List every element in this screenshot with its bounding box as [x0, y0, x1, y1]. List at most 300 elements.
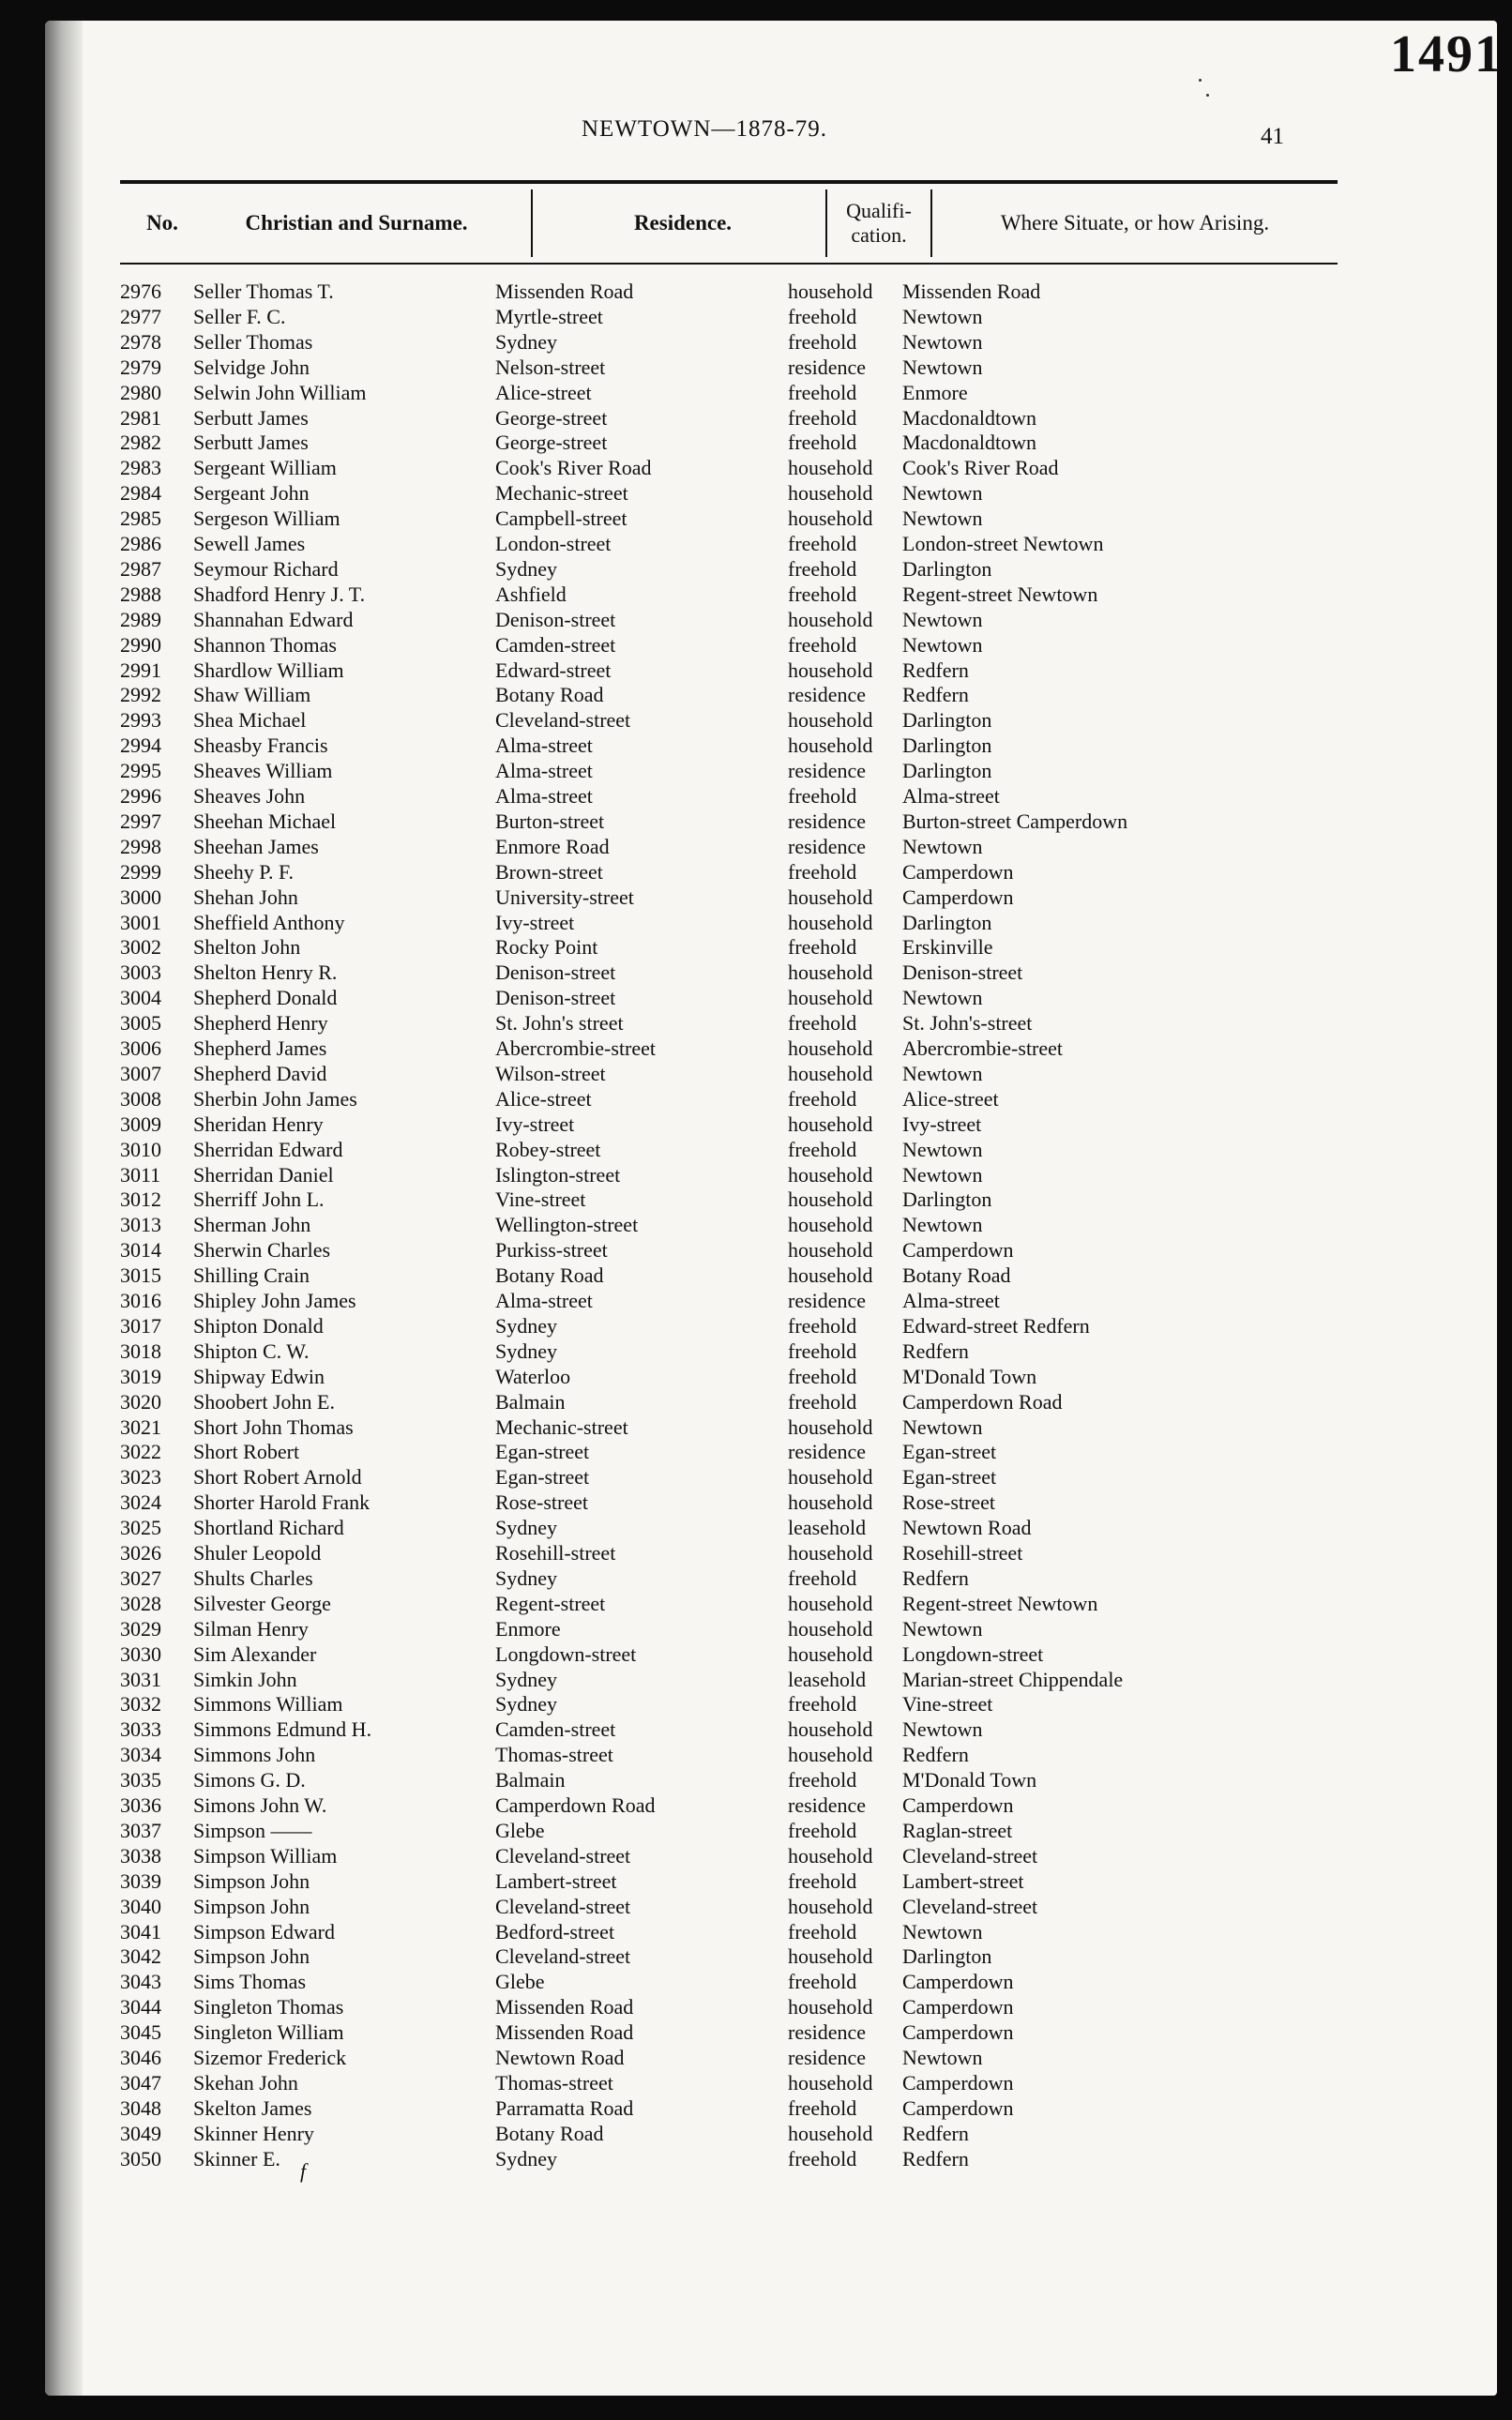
entry-residence: Burton-street — [495, 809, 605, 833]
entry-number: 2993 — [120, 708, 161, 733]
table-row — [0, 1213, 1512, 1237]
entry-number: 3025 — [120, 1516, 161, 1540]
entry-number: 2981 — [120, 405, 161, 430]
entry-qualification: household — [788, 1743, 873, 1767]
entry-qualification: household — [788, 734, 873, 758]
entry-residence: Missenden Road — [495, 280, 634, 303]
entry-where-situate: Alma-street — [902, 1289, 1000, 1312]
entry-residence: Cleveland-street — [495, 708, 631, 733]
entry-residence: Enmore Road — [495, 834, 610, 858]
entry-where-situate: Camperdown — [902, 1793, 1014, 1817]
table-row — [0, 1869, 1512, 1894]
entry-name: Sherridan Edward — [193, 1137, 343, 1161]
entry-number: 2980 — [120, 380, 161, 404]
entry-number: 3007 — [120, 1061, 161, 1085]
entry-residence: George-street — [495, 405, 608, 430]
entry-where-situate: Newtown — [902, 1162, 983, 1187]
entry-number: 2990 — [120, 632, 161, 657]
entry-where-situate: M'Donald Town — [902, 1364, 1037, 1388]
entry-residence: Ivy-street — [495, 1112, 575, 1136]
entry-number: 3034 — [120, 1743, 161, 1767]
entry-residence: Lambert-street — [495, 1868, 617, 1893]
table-row — [0, 1516, 1512, 1540]
speck — [1206, 94, 1209, 97]
entry-name: Selvidge John — [193, 355, 310, 379]
table-row — [0, 1011, 1512, 1036]
entry-residence: Sydney — [495, 556, 557, 581]
table-row — [0, 1717, 1512, 1742]
entry-residence: Longdown-street — [495, 1641, 637, 1666]
entry-qualification: household — [788, 1036, 873, 1060]
table-row — [0, 1163, 1512, 1187]
entry-residence: Cleveland-street — [495, 1843, 631, 1868]
entry-where-situate: Camperdown — [902, 2070, 1014, 2095]
entry-name: Sim Alexander — [193, 1641, 317, 1666]
entry-name: Shoobert John E. — [193, 1389, 335, 1414]
entry-where-situate: Newtown — [902, 2046, 983, 2069]
table-row — [0, 305, 1512, 329]
table-row — [0, 1314, 1512, 1339]
entry-number: 2985 — [120, 507, 161, 531]
entry-where-situate: Darlington — [902, 1187, 992, 1212]
entry-where-situate: Redfern — [902, 1339, 969, 1363]
entry-residence: Alma-street — [495, 1289, 593, 1312]
entry-number: 3044 — [120, 1995, 161, 2019]
entry-where-situate: Egan-street — [902, 1440, 997, 1464]
entry-name: Shehan John — [193, 885, 298, 909]
entry-where-situate: Marian-street Chippendale — [902, 1667, 1124, 1691]
entry-name: Seymour Richard — [193, 556, 339, 581]
entry-residence: Ashfield — [495, 582, 567, 606]
table-row — [0, 1187, 1512, 1212]
entry-number: 2977 — [120, 304, 161, 328]
entry-qualification: household — [788, 986, 873, 1010]
entry-name: Singleton Thomas — [193, 1995, 344, 2019]
entry-qualification: household — [788, 1238, 873, 1263]
entry-qualification: freehold — [788, 1364, 857, 1388]
entry-name: Simkin John — [193, 1667, 297, 1691]
table-row — [0, 1289, 1512, 1313]
entry-name: Simmons William — [193, 1692, 343, 1717]
entry-qualification: household — [788, 607, 873, 631]
entry-qualification: household — [788, 1490, 873, 1515]
entry-residence: Alice-street — [495, 380, 592, 404]
entry-where-situate: Newtown Road — [902, 1516, 1032, 1540]
entry-name: Shardlow William — [193, 658, 344, 682]
entry-number: 2976 — [120, 280, 161, 303]
entry-qualification: residence — [788, 2046, 867, 2069]
entry-where-situate: Darlington — [902, 734, 992, 758]
entry-where-situate: Camperdown Road — [902, 1389, 1063, 1414]
table-row — [0, 1263, 1512, 1288]
entry-name: Serbutt James — [193, 431, 309, 455]
entry-where-situate: Camperdown — [902, 1238, 1014, 1263]
entry-residence: Camden-street — [495, 632, 616, 657]
entry-residence: Myrtle-street — [495, 304, 603, 328]
entry-name: Seller Thomas — [193, 329, 313, 354]
entry-qualification: household — [788, 885, 873, 909]
folio-stamp: 1491 — [1390, 25, 1503, 83]
entry-number: 3026 — [120, 1541, 161, 1565]
entry-number: 3042 — [120, 1944, 161, 1969]
entry-number: 3011 — [120, 1162, 161, 1187]
entry-number: 2982 — [120, 431, 161, 455]
entry-name: Sheasby Francis — [193, 734, 328, 758]
entry-residence: Camperdown Road — [495, 1793, 656, 1817]
entry-number: 3020 — [120, 1389, 161, 1414]
entry-qualification: residence — [788, 1440, 867, 1464]
entry-qualification: household — [788, 1112, 873, 1136]
entry-residence: University-street — [495, 885, 634, 909]
entry-residence: Alma-street — [495, 759, 593, 783]
entry-qualification: household — [788, 1616, 873, 1641]
entry-number: 2989 — [120, 607, 161, 631]
table-row — [0, 1692, 1512, 1717]
entry-number: 3030 — [120, 1641, 161, 1666]
entry-qualification: household — [788, 1641, 873, 1666]
entry-name: Shelton John — [193, 935, 301, 960]
entry-number: 3009 — [120, 1112, 161, 1136]
entry-qualification: household — [788, 960, 873, 985]
entry-qualification: freehold — [788, 784, 857, 808]
entry-qualification: household — [788, 1213, 873, 1237]
entry-residence: Denison-street — [495, 960, 616, 985]
entry-qualification: freehold — [788, 1919, 857, 1944]
entry-qualification: freehold — [788, 532, 857, 555]
entry-name: Shipton Donald — [193, 1313, 324, 1338]
entry-qualification: household — [788, 708, 873, 733]
table-row — [0, 1490, 1512, 1515]
entry-qualification: freehold — [788, 1339, 857, 1363]
entry-qualification: household — [788, 1944, 873, 1969]
table-row — [0, 835, 1512, 859]
entry-where-situate: Camperdown — [902, 859, 1014, 884]
entry-where-situate: Newtown — [902, 1919, 983, 1944]
entry-name: Simpson John — [193, 1868, 310, 1893]
table-row — [0, 1819, 1512, 1843]
entry-number: 3035 — [120, 1768, 161, 1792]
entry-qualification: freehold — [788, 1868, 857, 1893]
table-row — [0, 1743, 1512, 1767]
entry-name: Simpson William — [193, 1843, 338, 1868]
column-header-name: Christian and Surname. — [245, 211, 468, 234]
entry-residence: St. John's street — [495, 1011, 624, 1036]
entry-number: 2992 — [120, 683, 161, 707]
entry-where-situate: Darlington — [902, 556, 992, 581]
entry-number: 3021 — [120, 1414, 161, 1439]
entry-name: Shannahan Edward — [193, 607, 354, 631]
table-row — [0, 330, 1512, 355]
entry-where-situate: Redfern — [902, 683, 969, 707]
entry-qualification: freehold — [788, 304, 857, 328]
entry-name: Sheaves John — [193, 784, 306, 808]
entry-name: Shults Charles — [193, 1565, 313, 1590]
entry-name: Shortland Richard — [193, 1516, 344, 1540]
entry-where-situate: Newtown — [902, 1213, 983, 1237]
entry-residence: Thomas-street — [495, 2070, 613, 2095]
entry-number: 2978 — [120, 329, 161, 354]
entry-where-situate: Erskinville — [902, 935, 993, 960]
entry-number: 3001 — [120, 910, 161, 934]
entry-qualification: household — [788, 1162, 873, 1187]
column-header-qualification: Qualifi- cation. — [846, 199, 912, 247]
entry-residence: Botany Road — [495, 1263, 604, 1288]
entry-qualification: residence — [788, 759, 867, 783]
table-row — [0, 431, 1512, 455]
entry-residence: Alma-street — [495, 734, 593, 758]
entry-number: 2999 — [120, 859, 161, 884]
entry-residence: Rocky Point — [495, 935, 598, 960]
table-row — [0, 1617, 1512, 1641]
entry-where-situate: Alice-street — [902, 1086, 999, 1111]
entry-qualification: leasehold — [788, 1667, 867, 1691]
table-row — [0, 1036, 1512, 1061]
entry-residence: Sydney — [495, 329, 557, 354]
entry-name: Sergeson William — [193, 507, 340, 531]
table-row — [0, 1390, 1512, 1414]
entry-residence: Thomas-street — [495, 1743, 613, 1767]
entry-qualification: household — [788, 1894, 873, 1918]
entry-number: 2983 — [120, 456, 161, 480]
entry-where-situate: Newtown — [902, 1616, 983, 1641]
entry-where-situate: Newtown — [902, 632, 983, 657]
entry-number: 3039 — [120, 1868, 161, 1893]
table-row — [0, 481, 1512, 506]
entry-number: 3033 — [120, 1717, 161, 1742]
entry-where-situate: Vine-street — [902, 1692, 993, 1717]
entry-name: Sherbin John James — [193, 1086, 357, 1111]
entry-name: Silvester George — [193, 1591, 331, 1615]
entry-name: Shea Michael — [193, 708, 307, 733]
table-row — [0, 1440, 1512, 1464]
table-row — [0, 406, 1512, 431]
entry-name: Shaw William — [193, 683, 311, 707]
entry-where-situate: Rosehill-street — [902, 1541, 1023, 1565]
entry-qualification: freehold — [788, 859, 857, 884]
entry-residence: Alma-street — [495, 784, 593, 808]
entry-name: Simmons Edmund H. — [193, 1717, 372, 1742]
entry-where-situate: London-street Newtown — [902, 532, 1104, 555]
entry-qualification: household — [788, 1591, 873, 1615]
entry-qualification: freehold — [788, 1565, 857, 1590]
entry-where-situate: Darlington — [902, 708, 992, 733]
entry-number: 3041 — [120, 1919, 161, 1944]
table-row — [0, 1465, 1512, 1490]
entry-number: 3027 — [120, 1565, 161, 1590]
table-row — [0, 759, 1512, 783]
entry-qualification: leasehold — [788, 1516, 867, 1540]
entry-residence: Balmain — [495, 1768, 566, 1792]
entry-number: 3028 — [120, 1591, 161, 1615]
entry-name: Shipton C. W. — [193, 1339, 310, 1363]
entry-where-situate: Camperdown — [902, 1970, 1014, 1994]
table-row — [0, 1339, 1512, 1364]
entry-number: 3000 — [120, 885, 161, 909]
table-row — [0, 986, 1512, 1010]
entry-qualification: freehold — [788, 1011, 857, 1036]
table-row — [0, 1138, 1512, 1162]
entry-residence: Wilson-street — [495, 1061, 606, 1085]
entry-name: Skehan John — [193, 2070, 298, 2095]
table-row — [0, 1087, 1512, 1112]
table-row — [0, 507, 1512, 531]
page-title: NEWTOWN—1878-79. — [582, 116, 828, 142]
entry-number: 2991 — [120, 658, 161, 682]
table-row — [0, 1592, 1512, 1616]
table-row — [0, 582, 1512, 607]
entry-name: Shilling Crain — [193, 1263, 310, 1288]
table-row — [0, 1895, 1512, 1919]
entry-qualification: household — [788, 1995, 873, 2019]
entry-number: 3036 — [120, 1793, 161, 1817]
entry-residence: Missenden Road — [495, 2020, 634, 2045]
table-row — [0, 355, 1512, 380]
entry-qualification: residence — [788, 355, 867, 379]
entry-qualification: freehold — [788, 405, 857, 430]
table-row — [0, 2122, 1512, 2146]
entry-name: Shepherd James — [193, 1036, 327, 1060]
entry-number: 3004 — [120, 986, 161, 1010]
entry-where-situate: Regent-street Newtown — [902, 1591, 1098, 1615]
entry-qualification: household — [788, 2121, 873, 2145]
entry-residence: Nelson-street — [495, 355, 606, 379]
entry-where-situate: Camperdown — [902, 1995, 1014, 2019]
entry-where-situate: Ivy-street — [902, 1112, 982, 1136]
entry-residence: Denison-street — [495, 607, 616, 631]
entry-qualification: household — [788, 1717, 873, 1742]
entry-number: 3031 — [120, 1667, 161, 1691]
entry-qualification: household — [788, 1414, 873, 1439]
entry-residence: Islington-street — [495, 1162, 621, 1187]
entry-where-situate: Darlington — [902, 759, 992, 783]
entry-residence: Cleveland-street — [495, 1894, 631, 1918]
entry-number: 3002 — [120, 935, 161, 960]
entry-qualification: household — [788, 481, 873, 506]
entry-number: 3006 — [120, 1036, 161, 1060]
entry-number: 3003 — [120, 960, 161, 985]
table-row — [0, 658, 1512, 683]
entry-qualification: household — [788, 910, 873, 934]
entry-residence: Brown-street — [495, 859, 603, 884]
entry-qualification: residence — [788, 2020, 867, 2045]
entry-number: 3016 — [120, 1289, 161, 1312]
entry-qualification: freehold — [788, 1970, 857, 1994]
entry-qualification: residence — [788, 1793, 867, 1817]
entry-where-situate: Newtown — [902, 355, 983, 379]
entry-number: 2988 — [120, 582, 161, 606]
entry-qualification: household — [788, 1541, 873, 1565]
entry-residence: Mechanic-street — [495, 481, 628, 506]
entry-residence: Wellington-street — [495, 1213, 639, 1237]
entry-name: Sheehy P. F. — [193, 859, 295, 884]
entry-name: Sherridan Daniel — [193, 1162, 334, 1187]
entry-name: Shelton Henry R. — [193, 960, 338, 985]
entry-residence: Alice-street — [495, 1086, 592, 1111]
entry-residence: Cook's River Road — [495, 456, 652, 480]
entry-residence: Robey-street — [495, 1137, 601, 1161]
entry-residence: Rosehill-street — [495, 1541, 616, 1565]
entry-name: Simpson Edward — [193, 1919, 335, 1944]
entry-where-situate: Longdown-street — [902, 1641, 1044, 1666]
entry-qualification: household — [788, 1263, 873, 1288]
entry-residence: Newtown Road — [495, 2046, 625, 2069]
entry-where-situate: Newtown — [902, 986, 983, 1010]
entry-qualification: freehold — [788, 380, 857, 404]
entry-name: Simmons John — [193, 1743, 316, 1767]
entry-where-situate: Redfern — [902, 658, 969, 682]
entry-where-situate: Camperdown — [902, 2020, 1014, 2045]
table-row — [0, 532, 1512, 556]
entry-where-situate: Burton-street Camperdown — [902, 809, 1128, 833]
table-row — [0, 935, 1512, 960]
entry-number: 2987 — [120, 556, 161, 581]
entry-name: Skelton James — [193, 2095, 312, 2120]
entry-number: 2994 — [120, 734, 161, 758]
column-header-no: No. — [146, 211, 178, 234]
entry-qualification: freehold — [788, 1768, 857, 1792]
table-row — [0, 633, 1512, 658]
entry-name: Short Robert Arnold — [193, 1465, 362, 1490]
entry-number: 3017 — [120, 1313, 161, 1338]
entry-where-situate: Edward-street Redfern — [902, 1313, 1090, 1338]
entry-where-situate: Newtown — [902, 834, 983, 858]
entry-where-situate: Macdonaldtown — [902, 431, 1036, 455]
entry-name: Simpson John — [193, 1944, 310, 1969]
entry-name: Sheehan Michael — [193, 809, 337, 833]
entry-where-situate: Newtown — [902, 1137, 983, 1161]
entry-residence: Sydney — [495, 1565, 557, 1590]
entry-name: Sherriff John L. — [193, 1187, 325, 1212]
entry-number: 2996 — [120, 784, 161, 808]
entry-name: Shepherd Donald — [193, 986, 338, 1010]
entry-number: 2984 — [120, 481, 161, 506]
entry-where-situate: M'Donald Town — [902, 1768, 1037, 1792]
entry-where-situate: Darlington — [902, 1944, 992, 1969]
table-row — [0, 2020, 1512, 2045]
table-row — [0, 784, 1512, 809]
entry-qualification: freehold — [788, 632, 857, 657]
table-row — [0, 1642, 1512, 1667]
entry-qualification: freehold — [788, 2095, 857, 2120]
entry-residence: Campbell-street — [495, 507, 627, 531]
entry-number: 3024 — [120, 1490, 161, 1515]
entry-where-situate: Rose-street — [902, 1490, 995, 1515]
entry-residence: Balmain — [495, 1389, 566, 1414]
entry-residence: Abercrombie-street — [495, 1036, 657, 1060]
entry-name: Short Robert — [193, 1440, 300, 1464]
entry-residence: Denison-street — [495, 986, 616, 1010]
entry-residence: Regent-street — [495, 1591, 606, 1615]
entry-qualification: residence — [788, 834, 867, 858]
entry-qualification: freehold — [788, 1692, 857, 1717]
entry-name: Simons John W. — [193, 1793, 327, 1817]
entry-name: Seller F. C. — [193, 304, 286, 328]
entry-number: 3038 — [120, 1843, 161, 1868]
table-row — [0, 2096, 1512, 2121]
entry-name: Shepherd Henry — [193, 1011, 328, 1036]
entry-qualification: freehold — [788, 582, 857, 606]
table-row — [0, 456, 1512, 480]
table-row — [0, 1995, 1512, 2019]
entry-where-situate: Darlington — [902, 910, 992, 934]
table-row — [0, 860, 1512, 885]
entry-name: Sheaves William — [193, 759, 333, 783]
table-row — [0, 1238, 1512, 1263]
column-header-residence: Residence. — [633, 211, 733, 234]
entry-qualification: household — [788, 1061, 873, 1085]
entry-name: Skinner E. — [193, 2146, 280, 2170]
table-row — [0, 1970, 1512, 1994]
